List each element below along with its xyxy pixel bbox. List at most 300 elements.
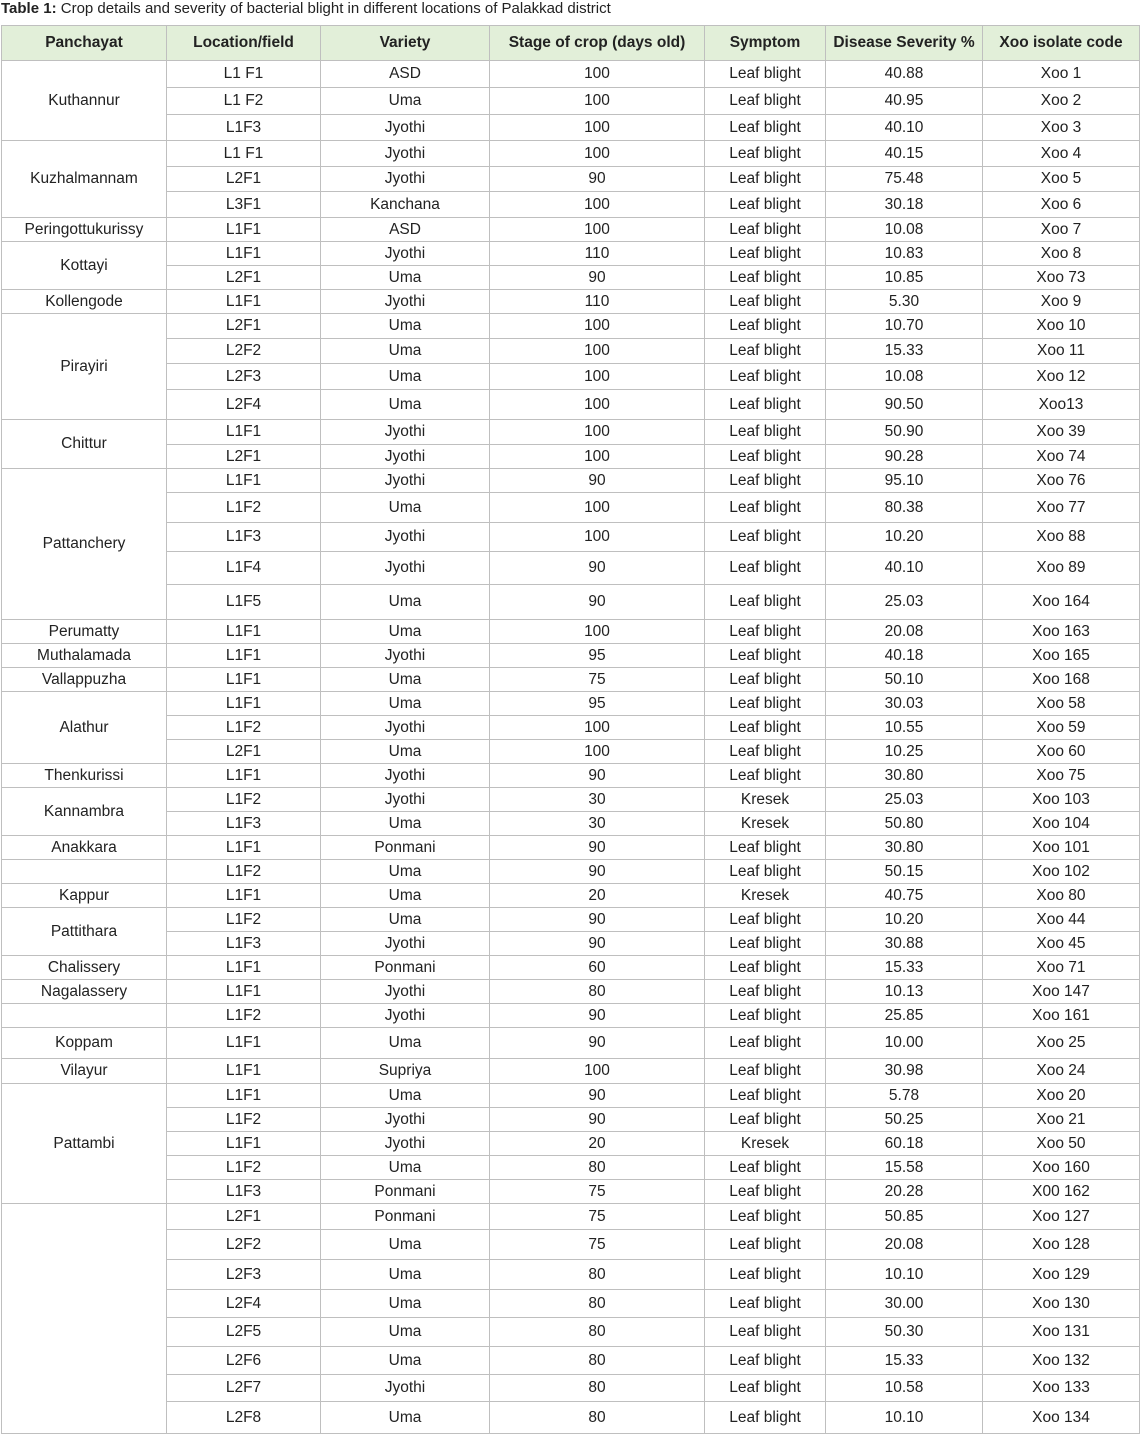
col-header-stage: Stage of crop (days old) bbox=[490, 26, 705, 61]
location-cell: L1F3 bbox=[167, 115, 321, 141]
symptom-cell: Leaf blight bbox=[705, 860, 826, 884]
isolate-cell: Xoo 132 bbox=[983, 1347, 1140, 1375]
stage-cell: 80 bbox=[490, 1260, 705, 1290]
severity-cell: 30.88 bbox=[826, 932, 983, 956]
stage-cell: 90 bbox=[490, 167, 705, 192]
variety-cell: Uma bbox=[321, 812, 490, 836]
symptom-cell: Leaf blight bbox=[705, 141, 826, 167]
variety-cell: Uma bbox=[321, 1084, 490, 1108]
isolate-cell: Xoo 1 bbox=[983, 61, 1140, 88]
stage-cell: 100 bbox=[490, 314, 705, 339]
isolate-cell: Xoo 129 bbox=[983, 1260, 1140, 1290]
isolate-cell: X00 162 bbox=[983, 1180, 1140, 1204]
variety-cell: Jyothi bbox=[321, 469, 490, 493]
symptom-cell: Leaf blight bbox=[705, 1290, 826, 1318]
panchayat-cell bbox=[2, 1004, 167, 1028]
variety-cell: Uma bbox=[321, 1156, 490, 1180]
isolate-cell: Xoo 3 bbox=[983, 115, 1140, 141]
variety-cell: Uma bbox=[321, 88, 490, 115]
severity-cell: 40.10 bbox=[826, 115, 983, 141]
location-cell: L2F3 bbox=[167, 1260, 321, 1290]
variety-cell: Uma bbox=[321, 740, 490, 764]
variety-cell: ASD bbox=[321, 61, 490, 88]
severity-cell: 10.00 bbox=[826, 1028, 983, 1059]
severity-cell: 20.08 bbox=[826, 1230, 983, 1260]
variety-cell: Jyothi bbox=[321, 932, 490, 956]
symptom-cell: Leaf blight bbox=[705, 445, 826, 469]
table-row bbox=[2, 716, 1140, 740]
table-row bbox=[2, 1347, 1140, 1375]
symptom-cell: Leaf blight bbox=[705, 523, 826, 552]
stage-cell: 80 bbox=[490, 980, 705, 1004]
table-row bbox=[2, 390, 1140, 420]
table-row bbox=[2, 266, 1140, 290]
crop-severity-table bbox=[1, 25, 1140, 1434]
panchayat-cell: Kannambra bbox=[2, 788, 167, 836]
symptom-cell: Leaf blight bbox=[705, 620, 826, 644]
table-row bbox=[2, 339, 1140, 364]
location-cell: L2F1 bbox=[167, 266, 321, 290]
severity-cell: 50.10 bbox=[826, 668, 983, 692]
severity-cell: 5.30 bbox=[826, 290, 983, 314]
variety-cell: Ponmani bbox=[321, 956, 490, 980]
symptom-cell: Leaf blight bbox=[705, 764, 826, 788]
severity-cell: 50.90 bbox=[826, 420, 983, 445]
isolate-cell: Xoo 25 bbox=[983, 1028, 1140, 1059]
table-row bbox=[2, 836, 1140, 860]
col-header-isolate: Xoo isolate code bbox=[983, 26, 1140, 61]
symptom-cell: Leaf blight bbox=[705, 552, 826, 585]
variety-cell: Uma bbox=[321, 585, 490, 620]
panchayat-cell: Koppam bbox=[2, 1028, 167, 1059]
table-row bbox=[2, 764, 1140, 788]
location-cell: L1 F1 bbox=[167, 141, 321, 167]
location-cell: L1F1 bbox=[167, 884, 321, 908]
stage-cell: 90 bbox=[490, 860, 705, 884]
variety-cell: Supriya bbox=[321, 1059, 490, 1084]
isolate-cell: Xoo 12 bbox=[983, 364, 1140, 390]
severity-cell: 20.28 bbox=[826, 1180, 983, 1204]
symptom-cell: Leaf blight bbox=[705, 1108, 826, 1132]
location-cell: L2F1 bbox=[167, 1204, 321, 1230]
table-row bbox=[2, 493, 1140, 523]
table-row bbox=[2, 1084, 1140, 1108]
table-row bbox=[2, 620, 1140, 644]
table-row bbox=[2, 1204, 1140, 1230]
panchayat-cell: Chalissery bbox=[2, 956, 167, 980]
variety-cell: Jyothi bbox=[321, 980, 490, 1004]
variety-cell: Uma bbox=[321, 1318, 490, 1347]
col-header-variety: Variety bbox=[321, 26, 490, 61]
symptom-cell: Leaf blight bbox=[705, 266, 826, 290]
stage-cell: 90 bbox=[490, 932, 705, 956]
col-header-panchayat: Panchayat bbox=[2, 26, 167, 61]
severity-cell: 30.18 bbox=[826, 192, 983, 218]
variety-cell: Jyothi bbox=[321, 523, 490, 552]
panchayat-cell: Kuthannur bbox=[2, 61, 167, 141]
severity-cell: 30.00 bbox=[826, 1290, 983, 1318]
table-row bbox=[2, 192, 1140, 218]
symptom-cell: Leaf blight bbox=[705, 192, 826, 218]
variety-cell: Uma bbox=[321, 1028, 490, 1059]
stage-cell: 75 bbox=[490, 668, 705, 692]
table-row bbox=[2, 668, 1140, 692]
table-row bbox=[2, 552, 1140, 585]
stage-cell: 90 bbox=[490, 266, 705, 290]
isolate-cell: Xoo 134 bbox=[983, 1402, 1140, 1434]
stage-cell: 100 bbox=[490, 88, 705, 115]
severity-cell: 10.85 bbox=[826, 266, 983, 290]
severity-cell: 25.03 bbox=[826, 585, 983, 620]
isolate-cell: Xoo 88 bbox=[983, 523, 1140, 552]
stage-cell: 30 bbox=[490, 788, 705, 812]
symptom-cell: Leaf blight bbox=[705, 314, 826, 339]
stage-cell: 30 bbox=[490, 812, 705, 836]
location-cell: L1F1 bbox=[167, 469, 321, 493]
table-row bbox=[2, 585, 1140, 620]
table-row bbox=[2, 1108, 1140, 1132]
table-row bbox=[2, 884, 1140, 908]
variety-cell: Jyothi bbox=[321, 115, 490, 141]
panchayat-cell: Pattithara bbox=[2, 908, 167, 956]
stage-cell: 90 bbox=[490, 836, 705, 860]
location-cell: L1F2 bbox=[167, 493, 321, 523]
variety-cell: Ponmani bbox=[321, 1180, 490, 1204]
severity-cell: 15.33 bbox=[826, 956, 983, 980]
variety-cell: Uma bbox=[321, 884, 490, 908]
isolate-cell: Xoo 39 bbox=[983, 420, 1140, 445]
isolate-cell: Xoo 44 bbox=[983, 908, 1140, 932]
stage-cell: 90 bbox=[490, 469, 705, 493]
variety-cell: Uma bbox=[321, 860, 490, 884]
stage-cell: 90 bbox=[490, 908, 705, 932]
severity-cell: 20.08 bbox=[826, 620, 983, 644]
severity-cell: 30.98 bbox=[826, 1059, 983, 1084]
location-cell: L1F1 bbox=[167, 1132, 321, 1156]
location-cell: L1F1 bbox=[167, 956, 321, 980]
table-row bbox=[2, 740, 1140, 764]
table-row bbox=[2, 1260, 1140, 1290]
symptom-cell: Kresek bbox=[705, 812, 826, 836]
isolate-cell: Xoo 20 bbox=[983, 1084, 1140, 1108]
isolate-cell: Xoo 8 bbox=[983, 242, 1140, 266]
panchayat-cell: Kappur bbox=[2, 884, 167, 908]
location-cell: L1F2 bbox=[167, 716, 321, 740]
severity-cell: 50.80 bbox=[826, 812, 983, 836]
severity-cell: 50.25 bbox=[826, 1108, 983, 1132]
symptom-cell: Leaf blight bbox=[705, 218, 826, 242]
location-cell: L1F1 bbox=[167, 836, 321, 860]
location-cell: L2F1 bbox=[167, 167, 321, 192]
location-cell: L1 F2 bbox=[167, 88, 321, 115]
stage-cell: 100 bbox=[490, 141, 705, 167]
location-cell: L1F1 bbox=[167, 242, 321, 266]
location-cell: L3F1 bbox=[167, 192, 321, 218]
symptom-cell: Leaf blight bbox=[705, 167, 826, 192]
location-cell: L1F4 bbox=[167, 552, 321, 585]
symptom-cell: Leaf blight bbox=[705, 1347, 826, 1375]
symptom-cell: Leaf blight bbox=[705, 1156, 826, 1180]
severity-cell: 10.20 bbox=[826, 908, 983, 932]
location-cell: L1F2 bbox=[167, 1156, 321, 1180]
stage-cell: 100 bbox=[490, 390, 705, 420]
stage-cell: 90 bbox=[490, 764, 705, 788]
variety-cell: Jyothi bbox=[321, 1004, 490, 1028]
severity-cell: 10.55 bbox=[826, 716, 983, 740]
location-cell: L2F6 bbox=[167, 1347, 321, 1375]
isolate-cell: Xoo 77 bbox=[983, 493, 1140, 523]
panchayat-cell: Pirayiri bbox=[2, 314, 167, 420]
severity-cell: 5.78 bbox=[826, 1084, 983, 1108]
table-row bbox=[2, 218, 1140, 242]
isolate-cell: Xoo 24 bbox=[983, 1059, 1140, 1084]
isolate-cell: Xoo 128 bbox=[983, 1230, 1140, 1260]
stage-cell: 100 bbox=[490, 339, 705, 364]
stage-cell: 95 bbox=[490, 644, 705, 668]
severity-cell: 15.33 bbox=[826, 1347, 983, 1375]
severity-cell: 15.58 bbox=[826, 1156, 983, 1180]
symptom-cell: Leaf blight bbox=[705, 1318, 826, 1347]
table-row bbox=[2, 364, 1140, 390]
location-cell: L1 F1 bbox=[167, 61, 321, 88]
table-row bbox=[2, 61, 1140, 88]
location-cell: L1F1 bbox=[167, 1028, 321, 1059]
location-cell: L1F1 bbox=[167, 290, 321, 314]
severity-cell: 50.15 bbox=[826, 860, 983, 884]
location-cell: L2F5 bbox=[167, 1318, 321, 1347]
stage-cell: 100 bbox=[490, 740, 705, 764]
stage-cell: 100 bbox=[490, 523, 705, 552]
stage-cell: 100 bbox=[490, 364, 705, 390]
severity-cell: 75.48 bbox=[826, 167, 983, 192]
location-cell: L1F3 bbox=[167, 1180, 321, 1204]
symptom-cell: Leaf blight bbox=[705, 692, 826, 716]
symptom-cell: Leaf blight bbox=[705, 493, 826, 523]
stage-cell: 100 bbox=[490, 218, 705, 242]
table-row bbox=[2, 1318, 1140, 1347]
isolate-cell: Xoo 59 bbox=[983, 716, 1140, 740]
severity-cell: 30.80 bbox=[826, 836, 983, 860]
table-row bbox=[2, 1290, 1140, 1318]
panchayat-cell: Thenkurissi bbox=[2, 764, 167, 788]
isolate-cell: Xoo 133 bbox=[983, 1375, 1140, 1402]
stage-cell: 100 bbox=[490, 115, 705, 141]
panchayat-cell: Kollengode bbox=[2, 290, 167, 314]
variety-cell: ASD bbox=[321, 218, 490, 242]
isolate-cell: Xoo 89 bbox=[983, 552, 1140, 585]
symptom-cell: Leaf blight bbox=[705, 956, 826, 980]
variety-cell: Kanchana bbox=[321, 192, 490, 218]
isolate-cell: Xoo 45 bbox=[983, 932, 1140, 956]
symptom-cell: Leaf blight bbox=[705, 836, 826, 860]
location-cell: L2F1 bbox=[167, 445, 321, 469]
variety-cell: Uma bbox=[321, 1347, 490, 1375]
variety-cell: Jyothi bbox=[321, 788, 490, 812]
table-row bbox=[2, 1132, 1140, 1156]
location-cell: L1F1 bbox=[167, 668, 321, 692]
severity-cell: 25.03 bbox=[826, 788, 983, 812]
table-row bbox=[2, 141, 1140, 167]
location-cell: L1F5 bbox=[167, 585, 321, 620]
severity-cell: 50.85 bbox=[826, 1204, 983, 1230]
location-cell: L1F2 bbox=[167, 908, 321, 932]
symptom-cell: Leaf blight bbox=[705, 1028, 826, 1059]
symptom-cell: Leaf blight bbox=[705, 1204, 826, 1230]
symptom-cell: Leaf blight bbox=[705, 339, 826, 364]
panchayat-cell: Peringottukurissy bbox=[2, 218, 167, 242]
isolate-cell: Xoo 104 bbox=[983, 812, 1140, 836]
symptom-cell: Leaf blight bbox=[705, 1402, 826, 1434]
stage-cell: 80 bbox=[490, 1402, 705, 1434]
symptom-cell: Leaf blight bbox=[705, 644, 826, 668]
isolate-cell: Xoo 4 bbox=[983, 141, 1140, 167]
variety-cell: Uma bbox=[321, 1290, 490, 1318]
variety-cell: Uma bbox=[321, 364, 490, 390]
panchayat-cell: Anakkara bbox=[2, 836, 167, 860]
isolate-cell: Xoo 147 bbox=[983, 980, 1140, 1004]
isolate-cell: Xoo 161 bbox=[983, 1004, 1140, 1028]
variety-cell: Jyothi bbox=[321, 1132, 490, 1156]
table-row bbox=[2, 812, 1140, 836]
table-row bbox=[2, 908, 1140, 932]
isolate-cell: Xoo 5 bbox=[983, 167, 1140, 192]
stage-cell: 100 bbox=[490, 716, 705, 740]
variety-cell: Uma bbox=[321, 314, 490, 339]
severity-cell: 10.58 bbox=[826, 1375, 983, 1402]
location-cell: L1F1 bbox=[167, 980, 321, 1004]
location-cell: L1F1 bbox=[167, 620, 321, 644]
severity-cell: 10.08 bbox=[826, 218, 983, 242]
symptom-cell: Leaf blight bbox=[705, 1059, 826, 1084]
stage-cell: 20 bbox=[490, 884, 705, 908]
stage-cell: 110 bbox=[490, 242, 705, 266]
severity-cell: 40.15 bbox=[826, 141, 983, 167]
isolate-cell: Xoo 165 bbox=[983, 644, 1140, 668]
location-cell: L2F4 bbox=[167, 1290, 321, 1318]
table-row bbox=[2, 788, 1140, 812]
variety-cell: Jyothi bbox=[321, 445, 490, 469]
isolate-cell: Xoo 6 bbox=[983, 192, 1140, 218]
panchayat-cell: Muthalamada bbox=[2, 644, 167, 668]
severity-cell: 10.20 bbox=[826, 523, 983, 552]
table-row bbox=[2, 420, 1140, 445]
isolate-cell: Xoo 75 bbox=[983, 764, 1140, 788]
stage-cell: 100 bbox=[490, 192, 705, 218]
variety-cell: Uma bbox=[321, 390, 490, 420]
table-row bbox=[2, 167, 1140, 192]
table-row bbox=[2, 88, 1140, 115]
variety-cell: Uma bbox=[321, 620, 490, 644]
variety-cell: Uma bbox=[321, 1402, 490, 1434]
severity-cell: 40.75 bbox=[826, 884, 983, 908]
variety-cell: Jyothi bbox=[321, 167, 490, 192]
severity-cell: 90.28 bbox=[826, 445, 983, 469]
variety-cell: Ponmani bbox=[321, 836, 490, 860]
severity-cell: 80.38 bbox=[826, 493, 983, 523]
isolate-cell: Xoo 103 bbox=[983, 788, 1140, 812]
severity-cell: 30.80 bbox=[826, 764, 983, 788]
table-row bbox=[2, 860, 1140, 884]
variety-cell: Ponmani bbox=[321, 1204, 490, 1230]
location-cell: L1F1 bbox=[167, 644, 321, 668]
symptom-cell: Leaf blight bbox=[705, 88, 826, 115]
isolate-cell: Xoo 168 bbox=[983, 668, 1140, 692]
stage-cell: 90 bbox=[490, 1108, 705, 1132]
isolate-cell: Xoo 101 bbox=[983, 836, 1140, 860]
severity-cell: 25.85 bbox=[826, 1004, 983, 1028]
symptom-cell: Leaf blight bbox=[705, 242, 826, 266]
symptom-cell: Leaf blight bbox=[705, 290, 826, 314]
stage-cell: 60 bbox=[490, 956, 705, 980]
symptom-cell: Leaf blight bbox=[705, 1004, 826, 1028]
caption-text: Crop details and severity of bacterial blight in different locations of Palakkad district bbox=[56, 0, 611, 17]
symptom-cell: Leaf blight bbox=[705, 1230, 826, 1260]
stage-cell: 80 bbox=[490, 1347, 705, 1375]
severity-cell: 40.95 bbox=[826, 88, 983, 115]
variety-cell: Jyothi bbox=[321, 242, 490, 266]
location-cell: L2F2 bbox=[167, 339, 321, 364]
table-row bbox=[2, 644, 1140, 668]
stage-cell: 80 bbox=[490, 1375, 705, 1402]
location-cell: L1F3 bbox=[167, 812, 321, 836]
stage-cell: 100 bbox=[490, 61, 705, 88]
location-cell: L1F1 bbox=[167, 764, 321, 788]
severity-cell: 10.08 bbox=[826, 364, 983, 390]
stage-cell: 100 bbox=[490, 445, 705, 469]
table-caption bbox=[0, 0, 1140, 25]
symptom-cell: Leaf blight bbox=[705, 469, 826, 493]
table-row bbox=[2, 1375, 1140, 1402]
isolate-cell: Xoo 11 bbox=[983, 339, 1140, 364]
symptom-cell: Kresek bbox=[705, 788, 826, 812]
isolate-cell: Xoo 127 bbox=[983, 1204, 1140, 1230]
variety-cell: Uma bbox=[321, 339, 490, 364]
table-row bbox=[2, 956, 1140, 980]
symptom-cell: Kresek bbox=[705, 1132, 826, 1156]
severity-cell: 10.25 bbox=[826, 740, 983, 764]
table-row bbox=[2, 932, 1140, 956]
variety-cell: Jyothi bbox=[321, 420, 490, 445]
variety-cell: Uma bbox=[321, 266, 490, 290]
stage-cell: 110 bbox=[490, 290, 705, 314]
panchayat-cell: Pattambi bbox=[2, 1084, 167, 1204]
stage-cell: 75 bbox=[490, 1180, 705, 1204]
stage-cell: 90 bbox=[490, 585, 705, 620]
location-cell: L1F2 bbox=[167, 860, 321, 884]
col-header-symptom: Symptom bbox=[705, 26, 826, 61]
panchayat-cell: Pattanchery bbox=[2, 469, 167, 620]
location-cell: L1F2 bbox=[167, 788, 321, 812]
stage-cell: 90 bbox=[490, 1028, 705, 1059]
table-row bbox=[2, 1028, 1140, 1059]
variety-cell: Jyothi bbox=[321, 644, 490, 668]
stage-cell: 95 bbox=[490, 692, 705, 716]
symptom-cell: Leaf blight bbox=[705, 716, 826, 740]
col-header-location: Location/field bbox=[167, 26, 321, 61]
panchayat-cell: Vallappuzha bbox=[2, 668, 167, 692]
variety-cell: Jyothi bbox=[321, 1108, 490, 1132]
isolate-cell: Xoo 50 bbox=[983, 1132, 1140, 1156]
location-cell: L2F8 bbox=[167, 1402, 321, 1434]
isolate-cell: Xoo 164 bbox=[983, 585, 1140, 620]
variety-cell: Uma bbox=[321, 1260, 490, 1290]
location-cell: L1F2 bbox=[167, 1108, 321, 1132]
severity-cell: 30.03 bbox=[826, 692, 983, 716]
variety-cell: Uma bbox=[321, 692, 490, 716]
isolate-cell: Xoo 163 bbox=[983, 620, 1140, 644]
table-row bbox=[2, 242, 1140, 266]
table-row bbox=[2, 290, 1140, 314]
